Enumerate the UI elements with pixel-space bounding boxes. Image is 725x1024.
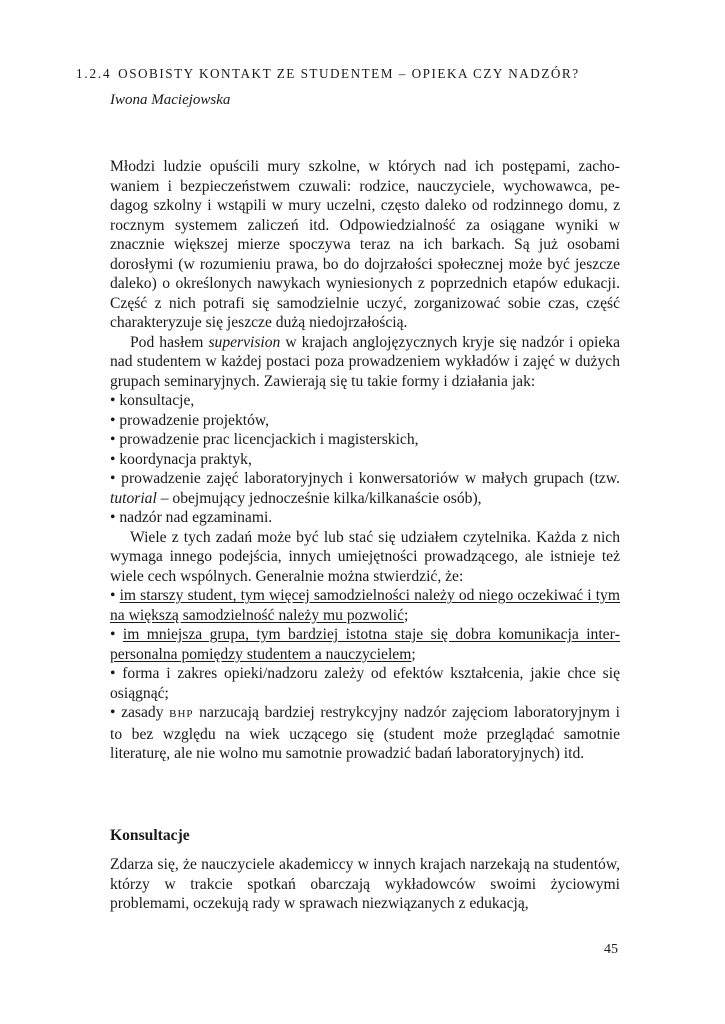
principle-item [110, 703, 620, 764]
section-number: 1.2.4 [76, 66, 112, 81]
paragraph-consultations: Zdarza się, że nauczyciele akademiccy w innych krajach narzekają na studentów, którzy w trakcie spotkań obarczają wykładowców swoimi życiowymi problemami, oczekują rady w sprawach niezwiązanych z edukacją, [110, 856, 620, 912]
author-name: Iwona Maciejowska [110, 92, 231, 108]
list-item-text-end: – obejmujący jednocześnie kilka/kilkanaście osób), [156, 489, 482, 507]
subsection-body [110, 855, 620, 914]
section-heading [76, 64, 636, 84]
bullet-marker: • [110, 626, 123, 643]
principle-item [110, 586, 620, 625]
principle-end: ; [404, 606, 409, 624]
principle-underlined-text: im mniejsza grupa, tym bardziej istotna staje się dobra komunikacja interpersonalna pomiędzy studentem a nauczycielem [110, 626, 620, 663]
list-item [110, 469, 620, 508]
paragraph-supervision-end: w krajach anglojęzycznych kryje się nadzór i opieka nad studentem w każdej postaci poza prowadzeniem wykładów i zajęć w dużych grupach seminaryjnych. Zawierają się tu takie formy i działania jak: [110, 333, 620, 390]
principle-item [110, 625, 620, 664]
list-item-text-start: • prowadzenie zajęć laboratoryjnych i konwersatoriów w małych grupach (tzw. [110, 470, 620, 487]
subsection-heading: Konsultacje [110, 827, 190, 844]
list-item: • prowadzenie prac licencjackich i magisterskich, [110, 431, 419, 448]
paragraph-tasks: Wiele z tych zadań może być lub stać się udziałem czytelnika. Każda z nich wymaga innego podejścia, innych umiejętności prowadzącego, ale istnieje też wiele cech wspólnych. Generalnie można stwierdzić, że: [110, 528, 620, 585]
bullet-marker: • [110, 587, 120, 604]
abbreviation-bhp: BHP [169, 708, 194, 720]
list-item: • konsultacje, [110, 392, 195, 409]
paragraph-supervision [110, 333, 620, 392]
term-supervision: supervision [208, 333, 281, 351]
principle-underlined-text: im starszy student, tym więcej samodzielności należy od niego oczekiwać i tym na większą samodzielność należy mu pozwolić [110, 587, 620, 624]
list-item: • koordynacja praktyk, [110, 450, 252, 468]
principle-text-end: narzucają bardziej restrykcyjny nadzór zajęciom laboratoryjnym i to bez względu na wiek uczącego się (student może przeglądać samotnie literaturę, ale nie wolno mu samotnie prowadzić badań laboratoryjnych) itd. [110, 704, 620, 762]
list-item: • prowadzenie projektów, [110, 411, 270, 429]
principle-item: • forma i zakres opieki/nadzoru zależy od efektów kształcenia, jakie chce się osiągnąć; [110, 665, 620, 702]
paragraph-intro: Młodzi ludzie opuścili mury szkolne, w których nad ich postępami, zachowaniem i bezpieczeństwem czuwali: rodzice, nauczyciele, wychowawca, pedagog szkolny i wstąpili w mury uczelni, często daleko od rodzinnego domu, z rocznym systemem zaliczeń itd. Odpowiedzialność za osiągane wyniki w znacznie większej mierze spoczywa teraz na ich barkach. Są już osobami dorosłymi (w rozumieniu prawa, bo do dojrzałości społecznej może być jeszcze daleko) o określonych nawykach wyniesionych z poprzednich etapów edukacji. Część z nich potrafi się samodzielnie uczyć, zorganizować sobie czas, część charakteryzuje się jeszcze dużą niedojrzałością. [110, 158, 620, 331]
principle-end: ; [411, 645, 416, 663]
paragraph-supervision-start: Pod hasłem [130, 333, 209, 351]
list-item: • nadzór nad egzaminami. [110, 509, 273, 526]
page-number: 45 [604, 942, 618, 957]
main-body [110, 157, 620, 764]
principle-text-start: • zasady [110, 704, 170, 721]
term-tutorial: tutorial [110, 489, 157, 507]
section-title: OSOBISTY KONTAKT ZE STUDENTEM – OPIEKA CZY NADZÓR? [118, 66, 580, 81]
